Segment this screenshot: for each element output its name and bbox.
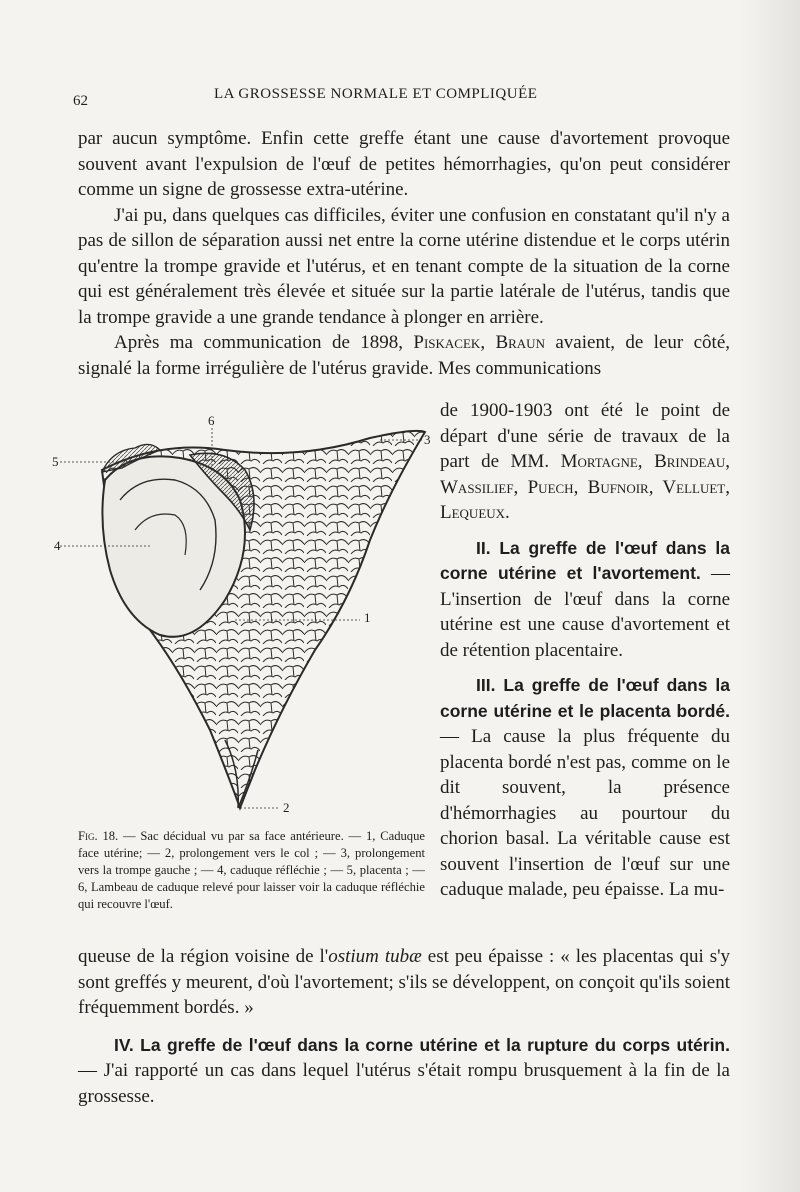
- section-4-heading: IV. La greffe de l'œuf dans la corne utérine et la rupture du corps utérin.: [114, 1034, 730, 1055]
- callout-2: 2: [283, 800, 290, 815]
- callout-6: 6: [208, 413, 215, 428]
- decidual-sac-illustration: [40, 410, 440, 825]
- body-text-top: [78, 126, 730, 381]
- section-3: III. La greffe de l'œuf dans la corne utérine et le placenta bordé. — La cause la plus fréquente du placenta bordé n'est pas, comme on le dit souvent, la présence d'hémorrhagies au pourtour du chorion basal. La véritable cause est souvent l'insertion de l'œuf sur une caduque malade, peu épaisse. La mu-: [440, 675, 730, 900]
- page-edge-shadow: [740, 0, 800, 1192]
- callout-5: 5: [52, 454, 59, 469]
- paragraph-2: J'ai pu, dans quelques cas difficiles, éviter une confusion en constatant qu'il n'y a pas de sillon de séparation aussi net entre la corne utérine distendue et le corps utérin qu'entre la trompe gravide et l'utérus, et en tenant compte de la situation de la corne qui est généralement très élevée et située sur la partie latérale de l'utérus, tandis que la trompe gravide a une grande tendance à plonger en arrière.: [78, 204, 730, 328]
- section-2: II. La greffe de l'œuf dans la corne utérine et l'avortement. — L'insertion de l'œuf dans la corne utérine est une cause d'avortement et de rétention placentaire.: [440, 537, 730, 661]
- callout-1: 1: [364, 610, 371, 625]
- section-4: IV. La greffe de l'œuf dans la corne utérine et la rupture du corps utérin. — J'ai rapporté un cas dans lequel l'utérus s'était rompu brusquement à la fin de la grossesse.: [78, 1034, 730, 1107]
- body-text-bottom: [78, 944, 730, 1109]
- paragraph-3: Après ma communication de 1898, Piskacek, Braun avaient, de leur côté, signalé la forme irrégulière de l'utérus gravide. Mes communications: [78, 332, 730, 379]
- page-number: 62: [73, 93, 88, 109]
- paragraph-continued: queuse de la région voisine de l'ostium tubæ est peu épaisse : « les placentas qui s'y sont greffés y meurent, d'où l'avortement; s'ils se développent, on conçoit qu'ils soient fréquemment bordés. »: [78, 946, 731, 1018]
- callout-4: 4: [54, 538, 61, 553]
- section-3-heading: III. La greffe de l'œuf dans la corne utérine et le placenta bordé.: [440, 675, 730, 721]
- author-list: Mortagne, Brindeau, Wassilief, Puech, Bufnoir, Velluet, Lequeux.: [440, 451, 730, 523]
- running-title: LA GROSSESSE NORMALE ET COMPLIQUÉE: [214, 86, 538, 102]
- body-text-right-column: [440, 398, 730, 903]
- paragraph-1: par aucun symptôme. Enfin cette greffe étant une cause d'avortement provoque souvent avant l'expulsion de l'œuf de petites hémorrhagies, qu'on peut considérer comme un signe de grossesse extra-utérine.: [78, 128, 730, 200]
- section-2-heading: II. La greffe de l'œuf dans la corne utérine et l'avortement.: [440, 537, 730, 583]
- callout-3: 3: [424, 432, 431, 447]
- paragraph-3-continued: de 1900-1903 ont été le point de départ d'une série de travaux de la part de MM. Mortagne, Brindeau, Wassilief, Puech, Bufnoir, Velluet, Lequeux.: [440, 400, 730, 523]
- figure-label: Fig. 18.: [78, 829, 119, 843]
- figure-caption: Fig. 18. — Sac décidual vu par sa face antérieure. — 1, Caduque face utérine; — 2, prolongement vers le col ; — 3, prolongement vers la trompe gauche ; — 4, caduque réfléchie ; — 5, placenta ; — 6, Lambeau de caduque relevé pour laisser voir la caduque réfléchie qui recouvre l'œuf.: [78, 829, 425, 911]
